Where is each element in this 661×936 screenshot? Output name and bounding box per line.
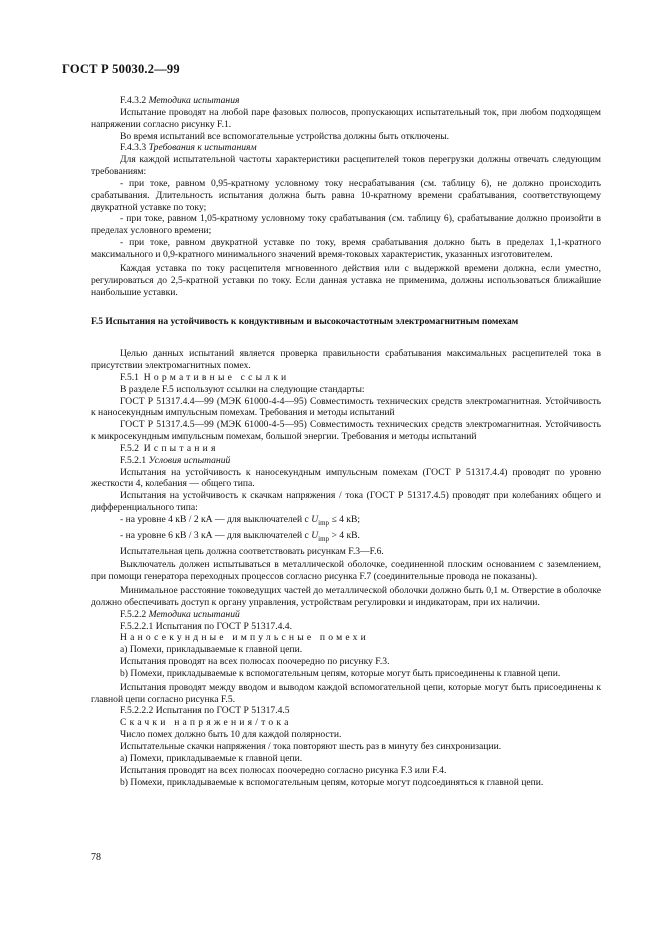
section-title-f5: F.5 Испытания на устойчивость к кондуктивным и высокочастотным электромагнитным помехам: [91, 317, 519, 328]
paragraph: В разделе F.5 используют ссылки на следующие стандарты:: [120, 383, 365, 395]
heading-f51: F.5.1 Нормативные ссылки: [120, 371, 290, 383]
list-item: - при токе, равном 1,05-кратному условному току срабатывания (см. таблицу 6), срабатывание должно произойти в пределах условного времени;: [91, 213, 601, 237]
paragraph: Испытания проводят на всех полюсах поочередно согласно рисунка F.3 или F.4.: [120, 764, 447, 776]
paragraph: Во время испытаний все вспомогательные устройства должны быть отключены.: [120, 130, 450, 142]
heading-f521: F.5.2.1 Условия испытаний: [120, 454, 231, 466]
list-item: а) Помехи, прикладываемые к главной цепи.: [120, 644, 303, 656]
standard-header: ГОСТ Р 50030.2—99: [62, 62, 180, 76]
paragraph: F.5.2.2.1 Испытания по ГОСТ Р 51317.4.4.: [120, 620, 293, 632]
page-number: 78: [91, 852, 101, 863]
list-item: b) Помехи, прикладываемые к вспомогательным цепям, которые могут быть присоединены к главной цепи.: [120, 667, 561, 679]
subheading-surge: Скачки напряжения/тока: [120, 717, 292, 729]
paragraph: Число помех должно быть 10 для каждой полярности.: [120, 729, 342, 741]
paragraph: Целью данных испытаний является проверка правильности срабатывания максимальных расцепителей тока в присутствии электромагнитных помех.: [91, 348, 601, 372]
paragraph: F.5.2.2.2 Испытания по ГОСТ Р 51317.4.5: [120, 705, 290, 717]
list-item: b) Помехи, прикладываемые к вспомогательным цепям, которые могут подсоединяться к главной цепи.: [120, 776, 544, 788]
paragraph: Испытания проводят на всех полюсах поочередно по рисунку F.3.: [120, 656, 390, 668]
paragraph: Испытание проводят на любой паре фазовых полюсов, пропускающих испытательный ток, при любом подходящем напряжении согласно рисунку F.1.: [91, 106, 601, 130]
paragraph: Испытания проводят между вводом и выводом каждой вспомогательной цепи, которые могут быть присоединены к главной цепи согласно рисунка F.5.: [91, 681, 601, 705]
heading-f433: F.4.3.3 Требования к испытаниям: [120, 142, 257, 154]
paragraph: Испытания на устойчивость к наносекундным импульсным помехам (ГОСТ Р 51317.4.4) проводят по уровню жесткости 4, колебания — общего типа.: [91, 466, 601, 490]
subheading-nanosecond: Наносекундные импульсные помехи: [120, 632, 370, 644]
list-item: - на уровне 6 кВ / 3 кА — для выключателей с $U_{imp} > 4$ кВ.: [120, 529, 360, 543]
paragraph: Испытательные скачки напряжения / тока повторяют шесть раз в минуту без синхронизации.: [120, 741, 502, 752]
heading-f522: F.5.2.2 Методика испытаний: [120, 608, 240, 620]
list-item: - при токе, равном 0,95-кратному условному току несрабатывания (см. таблицу 6), не должно происходить срабатывания. Длительность испытания должна быть равна 10-кратному времени срабатывания, соответствующему двукратной уставке по току;: [91, 177, 601, 213]
paragraph: Каждая уставка по току расцепителя мгновенного действия или с выдержкой времени должна, если уместно, регулироваться до 2,5-кратной уставки по току. Если данная уставка не применима, должны использоваться ближайшие наибольшие уставки.: [91, 262, 601, 298]
list-item: - при токе, равном двукратной уставке по току, время срабатывания должно быть в пределах 1,1-кратного максимального и 0,9-кратного минимального значений время-токовых характеристик, указанных изготовителем.: [91, 237, 601, 260]
list-item: а) Помехи, прикладываемые к главной цепи.: [120, 752, 303, 764]
paragraph: Для каждой испытательной частоты характеристики расцепителей токов перегрузки должны отвечать следующим требованиям:: [91, 154, 601, 178]
document-body: [91, 95, 601, 788]
reference-item: ГОСТ Р 51317.4.5—99 (МЭК 61000-4-5—95) Совместимость технических средств электромагнитная. Устойчивость к микросекундным импульсным помехам, большой энергии. Требования и методы испытаний: [91, 419, 601, 443]
paragraph: Испытания на устойчивость к скачкам напряжения / тока (ГОСТ Р 51317.4.5) проводят при колебаниях общего и дифференциального типа:: [91, 490, 601, 514]
heading-f432: F.4.3.2 Методика испытания: [120, 95, 240, 106]
list-item: - на уровне 4 кВ / 2 кА — для выключателей с $U_{imp} \le 4$ кВ;: [120, 514, 361, 527]
paragraph: Испытательная цепь должна соответствовать рисункам F.3—F.6.: [120, 545, 384, 557]
heading-f52: F.5.2 Испытания: [120, 442, 219, 454]
reference-item: ГОСТ Р 51317.4.4—99 (МЭК 61000-4-4—95) Совместимость технических средств электромагнитная. Устойчивость к наносекундным импульсным помехам. Требования и методы испытаний: [91, 395, 601, 419]
paragraph: Выключатель должен испытываться в металлической оболочке, соединенной плоским основанием с заземлением, при помощи генератора переходных процессов согласно рисунка F.7 (соединительные провода не показаны).: [91, 559, 601, 583]
paragraph: Минимальное расстояние токоведущих частей до металлической оболочки должно быть 0,1 м. Отверстие в оболочке должно обеспечивать доступ к органу управления, устройствам регулировки и индикаторам, при их наличии.: [91, 585, 601, 608]
